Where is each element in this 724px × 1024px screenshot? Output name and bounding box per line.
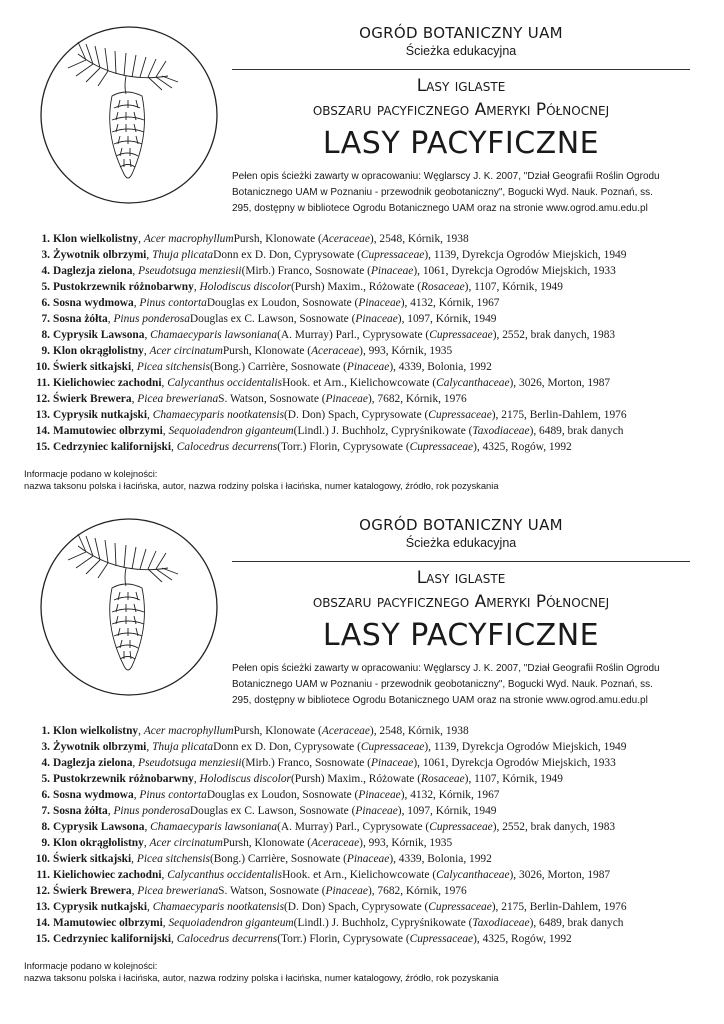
species-list xyxy=(26,723,716,947)
species-list xyxy=(26,231,716,455)
divider xyxy=(232,561,690,562)
note-line: Informacje podano w kolejności: xyxy=(24,468,158,479)
description-line: 295, dostępny w bibliotece Ogrodu Botanicznego UAM oraz na stronie www.ogrod.amu.edu.pl xyxy=(232,695,648,706)
list-item: 4. Daglezja zielona , Pseudotsuga menziesii (Mirb.) Franco, Sosnowate ( Pinaceae ), 1061, Dyrekcja Ogrodów Miejskich, 1933 xyxy=(41,265,616,277)
main-heading: LASY PACYFICZNE xyxy=(322,618,600,653)
main-heading: LASY PACYFICZNE xyxy=(322,126,600,161)
description-line: 295, dostępny w bibliotece Ogrodu Botanicznego UAM oraz na stronie www.ogrod.amu.edu.pl xyxy=(232,203,648,214)
list-item: 9. Klon okrągłolistny , Acer circinatum Pursh, Klonowate ( Aceraceae ), 993, Kórnik, 1935 xyxy=(41,345,453,357)
divider xyxy=(232,69,690,70)
list-item: 11. Kielichowiec zachodni , Calycanthus occidentalis Hook. et Arn., Kielichowcowate ( Calycanthaceae ), 3026, Morton, 1987 xyxy=(36,869,611,881)
note-line: nazwa taksonu polska i łacińska, autor, nazwa rodziny polska i łacińska, numer katalogowy, źródło, rok pozyskania xyxy=(24,480,499,491)
description-line: Pełen opis ścieżki zawarty w opracowaniu: Węglarscy J. K. 2007, "Dział Geografii Roślin Ogrodu xyxy=(232,171,660,182)
list-item: 8. Cyprysik Lawsona , Chamaecyparis lawsoniana (A. Murray) Parl., Cyprysowate ( Cupressaceae ), 2552, brak danych, 1983 xyxy=(41,329,616,341)
description xyxy=(232,169,696,217)
list-item: 5. Pustokrzewnik różnobarwny , Holodiscus discolor (Pursh) Maxim., Różowate ( Rosaceae ), 1107, Kórnik, 1949 xyxy=(41,281,563,293)
list-item: 1. Klon wielkolistny , Acer macrophyllum Pursh, Klonowate ( Aceraceae ), 2548, Kórnik, 1938 xyxy=(41,725,469,737)
description-line: Botanicznego UAM w Poznaniu - przewodnik geobotaniczny", Bogucki Wyd. Nauk. Poznań, ss. xyxy=(232,679,653,690)
list-item: 5. Pustokrzewnik różnobarwny , Holodiscus discolor (Pursh) Maxim., Różowate ( Rosaceae ), 1107, Kórnik, 1949 xyxy=(41,773,563,785)
list-item: 4. Daglezja zielona , Pseudotsuga menziesii (Mirb.) Franco, Sosnowate ( Pinaceae ), 1061, Dyrekcja Ogrodów Miejskich, 1933 xyxy=(41,757,616,769)
list-item: 14. Mamutowiec olbrzymi , Sequoiadendron giganteum (Lindl.) J. Buchholz, Cypryśnikowate ( Taxodiaceae ), 6489, brak danych xyxy=(35,425,624,437)
description-line: Pełen opis ścieżki zawarty w opracowaniu: Węglarscy J. K. 2007, "Dział Geografii Roślin Ogrodu xyxy=(232,663,660,674)
path-subtitle: Ścieżka edukacyjna xyxy=(405,536,517,550)
list-item: 12. Świerk Brewera , Picea breweriana S. Watson, Sosnowate ( Pinaceae ), 7682, Kórnik, 1976 xyxy=(35,393,467,405)
list-item: 6. Sosna wydmowa , Pinus contorta Douglas ex Loudon, Sosnowate ( Pinaceae ), 4132, Kórnik, 1967 xyxy=(41,297,500,309)
garden-title: OGRÓD BOTANICZNY UAM xyxy=(359,516,563,534)
list-item: 12. Świerk Brewera , Picea breweriana S. Watson, Sosnowate ( Pinaceae ), 7682, Kórnik, 1976 xyxy=(35,885,467,897)
path-subtitle: Ścieżka edukacyjna xyxy=(405,44,517,58)
list-item: 15. Cedrzyniec kalifornijski , Calocedrus decurrens (Torr.) Florin, Cyprysowate ( Cupressaceae ), 4325, Rogów, 1992 xyxy=(35,933,572,945)
list-item: 7. Sosna żółta , Pinus ponderosa Douglas ex C. Lawson, Sosnowate ( Pinaceae ), 1097, Kórnik, 1949 xyxy=(41,805,497,817)
list-item: 10. Świerk sitkajski , Picea sitchensis (Bong.) Carrière, Sosnowate ( Pinaceae ), 4339, Bolonia, 1992 xyxy=(35,853,492,865)
note-line: nazwa taksonu polska i łacińska, autor, nazwa rodziny polska i łacińska, numer katalogowy, źródło, rok pozyskania xyxy=(24,972,499,983)
list-item: 9. Klon okrągłolistny , Acer circinatum Pursh, Klonowate ( Aceraceae ), 993, Kórnik, 1935 xyxy=(41,837,453,849)
garden-title: OGRÓD BOTANICZNY UAM xyxy=(359,24,563,42)
list-item: 10. Świerk sitkajski , Picea sitchensis (Bong.) Carrière, Sosnowate ( Pinaceae ), 4339, Bolonia, 1992 xyxy=(35,361,492,373)
list-item: 7. Sosna żółta , Pinus ponderosa Douglas ex C. Lawson, Sosnowate ( Pinaceae ), 1097, Kórnik, 1949 xyxy=(41,313,497,325)
list-item: 3. Żywotnik olbrzymi , Thuja plicata Donn ex D. Don, Cyprysowate ( Cupressaceae ), 1139, Dyrekcja Ogrodów Miejskich, 1949 xyxy=(41,741,627,753)
note-line: Informacje podano w kolejności: xyxy=(24,960,158,971)
description xyxy=(232,661,696,709)
heading-line-2: obszaru pacyficznego Ameryki Północnej xyxy=(312,100,610,120)
leaflet-bottom xyxy=(0,512,724,1002)
description-line: Botanicznego UAM w Poznaniu - przewodnik geobotaniczny", Bogucki Wyd. Nauk. Poznań, ss. xyxy=(232,187,653,198)
heading-line-2: obszaru pacyficznego Ameryki Północnej xyxy=(312,592,610,612)
list-item: 3. Żywotnik olbrzymi , Thuja plicata Donn ex D. Don, Cyprysowate ( Cupressaceae ), 1139, Dyrekcja Ogrodów Miejskich, 1949 xyxy=(41,249,627,261)
list-item: 14. Mamutowiec olbrzymi , Sequoiadendron giganteum (Lindl.) J. Buchholz, Cypryśnikowate ( Taxodiaceae ), 6489, brak danych xyxy=(35,917,624,929)
list-item: 6. Sosna wydmowa , Pinus contorta Douglas ex Loudon, Sosnowate ( Pinaceae ), 4132, Kórnik, 1967 xyxy=(41,789,500,801)
conifer-branch-cone-icon xyxy=(38,24,220,206)
list-item: 13. Cyprysik nutkajski , Chamaecyparis nootkatensis (D. Don) Spach, Cyprysowate ( Cupressaceae ), 2175, Berlin-Dahlem, 1976 xyxy=(35,901,627,913)
list-item: 8. Cyprysik Lawsona , Chamaecyparis lawsoniana (A. Murray) Parl., Cyprysowate ( Cupressaceae ), 2552, brak danych, 1983 xyxy=(41,821,616,833)
leaflet-top xyxy=(0,20,724,510)
heading-line-1: Lasy iglaste xyxy=(416,568,506,588)
heading-line-1: Lasy iglaste xyxy=(416,76,506,96)
list-item: 1. Klon wielkolistny , Acer macrophyllum Pursh, Klonowate ( Aceraceae ), 2548, Kórnik, 1938 xyxy=(41,233,469,245)
list-item: 13. Cyprysik nutkajski , Chamaecyparis nootkatensis (D. Don) Spach, Cyprysowate ( Cupressaceae ), 2175, Berlin-Dahlem, 1976 xyxy=(35,409,627,421)
list-item: 11. Kielichowiec zachodni , Calycanthus occidentalis Hook. et Arn., Kielichowcowate ( Calycanthaceae ), 3026, Morton, 1987 xyxy=(36,377,611,389)
info-note xyxy=(24,960,499,984)
info-note xyxy=(24,468,499,492)
conifer-branch-cone-icon xyxy=(38,516,220,698)
list-item: 15. Cedrzyniec kalifornijski , Calocedrus decurrens (Torr.) Florin, Cyprysowate ( Cupressaceae ), 4325, Rogów, 1992 xyxy=(35,441,572,453)
